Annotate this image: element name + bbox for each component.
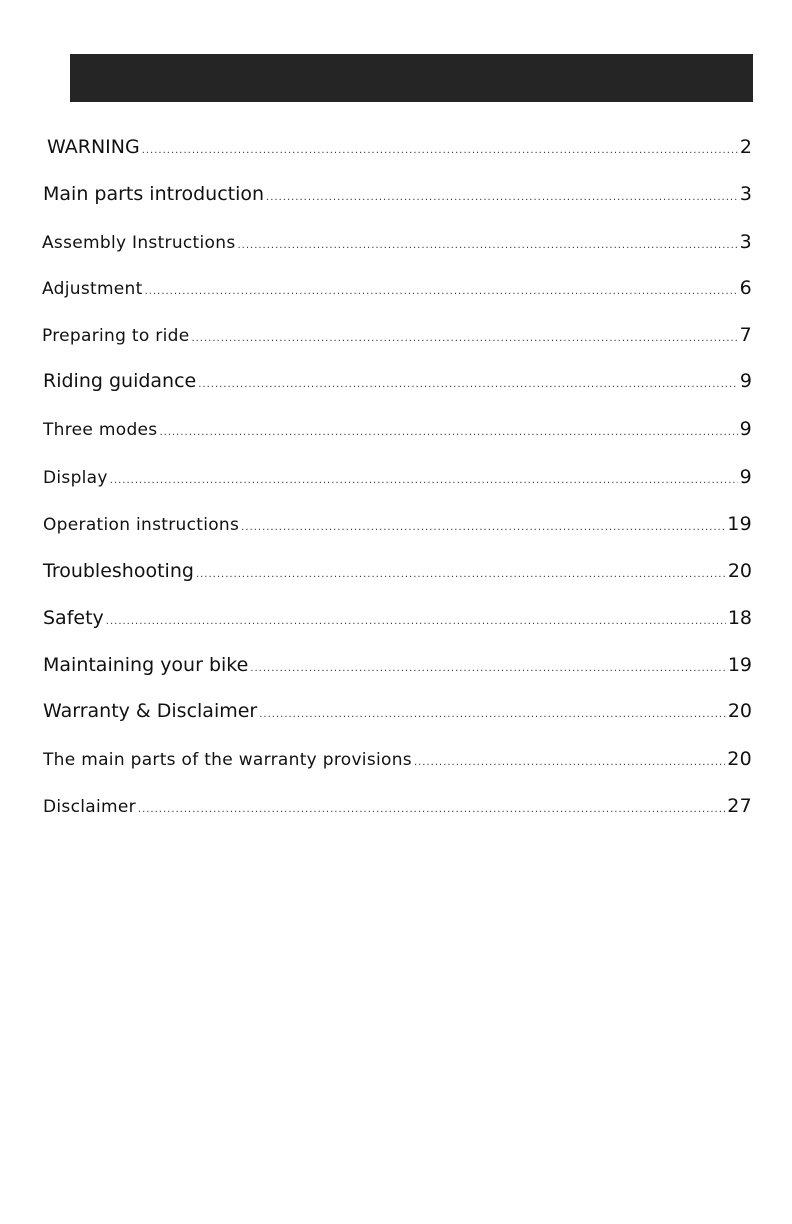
- toc-leader: [142, 145, 738, 156]
- toc-entry-page: 20: [727, 748, 752, 770]
- toc-leader: [241, 522, 725, 533]
- toc-entry-assembly[interactable]: [42, 231, 752, 253]
- toc-entry-page: 19: [727, 654, 752, 676]
- toc-entry-page: 18: [727, 607, 752, 629]
- toc-entry-page: 3: [739, 183, 752, 205]
- toc-leader: [196, 569, 726, 580]
- toc-entry-page: 20: [727, 700, 752, 722]
- toc-entry-title: Preparing to ride: [42, 326, 190, 346]
- toc-leader: [266, 192, 738, 203]
- toc-entry-title: Assembly Instructions: [42, 233, 236, 253]
- toc-entry-adjustment[interactable]: [42, 277, 752, 299]
- toc-entry-maintaining[interactable]: [43, 654, 752, 676]
- toc-entry-display[interactable]: [43, 466, 752, 488]
- toc-entry-riding-guidance[interactable]: [43, 370, 752, 392]
- toc-leader: [106, 616, 726, 627]
- header-bar: [70, 54, 753, 102]
- toc-entry-title: WARNING: [47, 136, 140, 158]
- toc-leader: [414, 757, 725, 768]
- toc-entry-title: Warranty & Disclaimer: [43, 700, 258, 722]
- toc-leader: [237, 240, 737, 251]
- toc-entry-title: Riding guidance: [43, 370, 197, 392]
- toc-entry-safety[interactable]: [43, 607, 752, 629]
- toc-entry-warning[interactable]: [47, 136, 752, 158]
- toc-entry-title: Three modes: [43, 420, 158, 440]
- toc-leader: [250, 663, 726, 674]
- toc-entry-warranty-provisions[interactable]: [43, 748, 752, 770]
- toc-leader: [138, 804, 725, 815]
- toc-entry-title: Troubleshooting: [43, 560, 194, 582]
- toc-entry-title: Display: [43, 468, 108, 488]
- toc-leader: [259, 709, 726, 720]
- toc-entry-main-parts[interactable]: [43, 183, 752, 205]
- toc-entry-title: Operation instructions: [43, 515, 240, 535]
- toc-leader: [198, 379, 738, 390]
- toc-leader: [191, 333, 737, 344]
- toc-entry-title: Disclaimer: [43, 797, 136, 817]
- toc-entry-title: The main parts of the warranty provisions: [43, 750, 412, 770]
- toc-entry-disclaimer[interactable]: [43, 795, 752, 817]
- toc-entry-title: Adjustment: [42, 279, 143, 299]
- toc-leader: [110, 475, 738, 486]
- toc-entry-page: 6: [739, 277, 752, 299]
- toc-entry-page: 9: [739, 418, 752, 440]
- toc-entry-page: 7: [739, 324, 752, 346]
- toc-entry-page: 2: [739, 136, 752, 158]
- toc-entry-title: Safety: [43, 607, 104, 629]
- toc-entry-page: 19: [727, 513, 752, 535]
- toc-entry-warranty-disclaimer[interactable]: [43, 700, 752, 722]
- toc-entry-page: 9: [739, 370, 752, 392]
- toc-entry-title: Main parts introduction: [43, 183, 265, 205]
- toc-entry-page: 20: [727, 560, 752, 582]
- toc-entry-page: 3: [739, 231, 752, 253]
- toc-entry-preparing[interactable]: [42, 324, 752, 346]
- toc-leader: [159, 427, 737, 438]
- toc-entry-page: 27: [727, 795, 752, 817]
- toc-entry-page: 9: [739, 466, 752, 488]
- toc-entry-troubleshooting[interactable]: [43, 560, 752, 582]
- toc-entry-operation[interactable]: [43, 513, 752, 535]
- toc-leader: [145, 286, 738, 297]
- toc-entry-three-modes[interactable]: [43, 418, 752, 440]
- toc-entry-title: Maintaining your bike: [43, 654, 249, 676]
